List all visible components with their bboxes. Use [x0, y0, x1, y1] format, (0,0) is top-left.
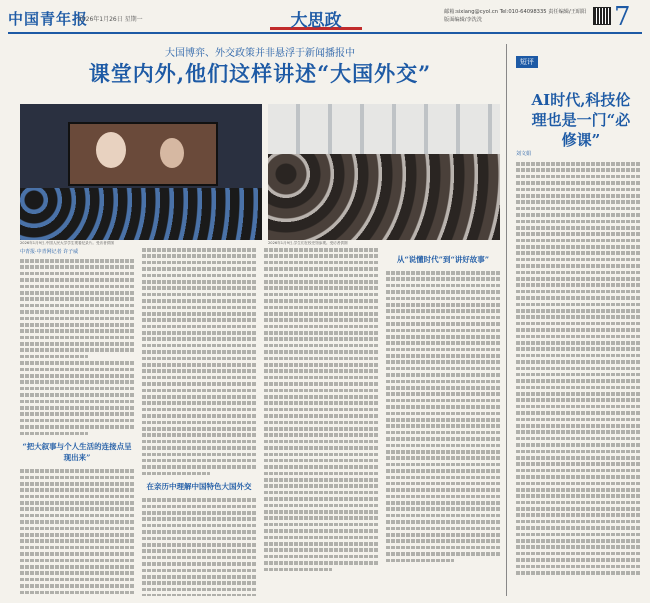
photo1-caption: 2026年1月9日,中国人民大学学生观看纪录片。受访者供图 — [20, 241, 114, 245]
article-kicker: 大国博弈、外交政策并非悬浮于新闻播报中 — [165, 48, 355, 59]
sidebar-text — [516, 162, 640, 594]
page-number: 7 — [614, 2, 631, 32]
article-column-4 — [386, 248, 500, 596]
masthead — [8, 4, 642, 34]
section-title: 大思政 — [270, 6, 362, 30]
photo2-caption: 2026年1月9日,学生们在校史馆参观。受访者供图 — [268, 241, 348, 245]
exhibition-photo — [268, 104, 500, 240]
newspaper-logo: 中国青年报 — [8, 10, 89, 28]
article-column-1 — [20, 248, 134, 596]
article-byline: 中青报·中青网记者 许子威 — [20, 249, 79, 255]
sidebar-title: AI时代,科技伦理也是一门“必修课” — [531, 91, 631, 149]
article-body — [20, 248, 500, 596]
article-column-3 — [264, 248, 378, 596]
projection-screen — [68, 122, 218, 186]
audience-heads — [20, 188, 262, 240]
column-divider — [506, 44, 507, 596]
sidebar-author: 刘文娟 — [516, 151, 532, 157]
column-text — [264, 248, 378, 571]
article-headline: 课堂内外,他们这样讲述“大国外交” — [88, 61, 432, 86]
issue-date: 2026年1月26日 星期一 — [78, 16, 143, 23]
article-column-2 — [142, 248, 256, 596]
visiting-students — [268, 154, 500, 240]
article-subhead-3: 在亲历中理解中国特色大国外交 — [146, 482, 252, 492]
column-text — [142, 498, 256, 596]
qr-code-icon — [593, 7, 611, 25]
article-subhead-2: 从“说懂时代”到“讲好故事” — [396, 255, 490, 264]
column-text — [142, 248, 256, 475]
column-text — [386, 271, 500, 562]
editor-contact: 邮箱:sixiang@cyol.cn Tel:010-64098335 责任编辑/王昭阳 版面编辑/李洗洗 — [444, 9, 587, 23]
classroom-photo — [20, 104, 262, 240]
column-text — [20, 259, 134, 435]
article-subhead-1: “把大叙事与个人生活的连接点呈现出来” — [22, 442, 132, 463]
column-text — [20, 469, 134, 596]
sidebar-tag: 短评 — [516, 56, 538, 68]
